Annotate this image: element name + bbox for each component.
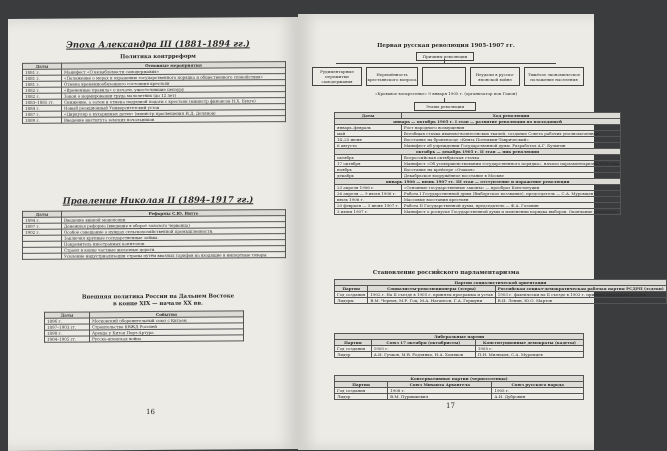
date-cell: январь–февраль <box>335 125 402 131</box>
stage-band: январь — октябрь 1905 г. I этап — развитие революции по восходящей <box>335 119 621 125</box>
date-cell: 1882 г. <box>23 93 62 99</box>
column-header: Ход революции <box>401 113 620 119</box>
table-row <box>335 292 667 298</box>
date-cell: 23 апреля 1906 г. <box>335 185 402 191</box>
value-cell: Восстание на крейсере «Очаков» <box>401 167 620 173</box>
table-row <box>335 394 584 400</box>
value-cell: Покровитель иностранных капиталов. <box>62 240 286 248</box>
far-east-title-line2: в конце XIX — начале XX вв. <box>113 300 203 308</box>
date-cell: Год создания <box>335 292 368 298</box>
date-cell: 1904–1905 гг. <box>45 336 90 342</box>
witte-reforms-table <box>22 209 286 260</box>
cause-box-middle <box>422 67 466 86</box>
column-header: Даты <box>23 63 62 69</box>
column-header: События <box>90 311 244 318</box>
value-cell: Новый реакционный Университетский устав <box>62 104 286 112</box>
cause-label: Нерешённость крестьянского вопроса <box>367 71 417 82</box>
value-cell: Усиление индустриализации страны путём ввозных тарифов на входящие в импортные товары <box>62 252 286 260</box>
diagram-root-label: Причины революции <box>422 54 468 59</box>
value-cell: Рост народного возмущения <box>401 125 620 131</box>
left-page <box>8 17 298 451</box>
value-cell: П.Н. Милюков, С.А. Муромцев <box>475 352 583 358</box>
stages-label: Этапы революции <box>425 104 465 109</box>
table-row <box>335 191 621 197</box>
date-cell: Год создания <box>335 346 372 352</box>
column-header: Партия <box>335 286 368 292</box>
table-row <box>23 116 286 124</box>
date-cell: 1898 г. <box>45 330 90 336</box>
value-cell: 1905 г. <box>475 346 583 352</box>
page-number: 16 <box>146 407 155 417</box>
date-cell: 1887 г. <box>23 111 62 117</box>
date-cell: 26 апреля — 9 июля 1906 г. <box>335 191 402 197</box>
date-cell: Лидер <box>335 352 372 358</box>
value-cell: В.М. Чернов, М.Р. Гоц, М.А. Натансон, Г.А. Гершуни <box>368 298 495 304</box>
date-cell: 6 августа <box>335 143 402 149</box>
cause-label: Рудиментарные пережитки самодержавия <box>320 69 354 84</box>
table-row <box>335 209 621 215</box>
value-cell: Отмена временнообязанного состояния крестьян <box>62 80 286 88</box>
value-cell: Московский оборонительный союз с Китаем <box>90 317 244 324</box>
value-cell: 1905 г. <box>492 388 584 394</box>
date-cell: ноябрь <box>335 167 402 173</box>
stage-band: октябрь — декабрь 1905 г. II этап — пик революции <box>335 149 621 155</box>
value-cell: Манифест «Об усовершенствовании государственного порядка», начало парламентаризма в России <box>401 161 620 167</box>
value-cell: А.И. Гучков, М.В. Родзянко, Н.А. Хомяков <box>371 352 475 358</box>
cause-box <box>524 67 584 86</box>
diagram-root-box <box>416 52 474 61</box>
column-header: Союз Михаила Архангела <box>388 382 492 388</box>
value-cell: Манифест «О незыблемости самодержавия» <box>62 68 286 76</box>
date-cell: 1882 г. <box>23 87 62 93</box>
column-header: Конституционные демократы (кадеты) <box>475 340 583 346</box>
date-cell: 1881 г. <box>23 75 62 81</box>
value-cell: Особое совещание о нуждах сельскохозяйственной промышленности. <box>62 228 286 236</box>
date-cell: декабрь <box>335 173 402 179</box>
value-cell: Русско-японская война <box>90 335 244 342</box>
column-header: Партия <box>335 340 372 346</box>
date-cell: 1889 г. <box>23 117 62 123</box>
value-cell: Работа II Государственной думы, председатель — Ф.А. Головин <box>401 203 620 209</box>
value-cell: Всеобщая стачка иваново-вознесенских ткачей, создание Совета рабочих уполномоченных <box>401 131 620 137</box>
date-cell: 1896 г. <box>45 318 90 324</box>
value-cell: 1903 г. фактически на II съезде в 1903 г. приняты программа и устав <box>495 292 666 298</box>
right-page <box>298 14 664 450</box>
table-row <box>335 298 667 304</box>
table-caption: Партии социалистической ориентации <box>335 280 667 286</box>
date-cell: 1883–1885 гг. <box>23 99 62 105</box>
table-row <box>23 252 286 260</box>
date-cell: 3 июня 1907 г. <box>335 209 402 215</box>
value-cell: Манифест об учреждении Государственной думы. Разработал А.Г. Булыгин <box>401 143 620 149</box>
era-title: Эпоха Александра III (1881–1894 гг.) <box>66 39 250 51</box>
value-cell: Денежная реформа (введение в оборот золотого червонца) <box>62 222 286 230</box>
cause-box <box>312 67 362 86</box>
value-cell: «Положение о мерах к охранению государственного порядка и общественного спокойствия» <box>62 74 286 82</box>
column-header: Даты <box>23 211 62 217</box>
column-header: Социалисты-революционеры (эсеры) <box>368 286 495 292</box>
date-cell: Год создания <box>335 388 388 394</box>
start-event-label: «Кровавое воскресенье» 9 января 1905 г. (организатор поп Гапон) <box>374 91 518 96</box>
socialist-parties-table <box>334 279 667 304</box>
table-caption: Консервативные партии (черносотенцы) <box>335 376 584 382</box>
counter-reforms-title: Политика контрреформ <box>120 53 196 61</box>
cause-label: Неудачи в русско-японской войне <box>475 71 515 82</box>
column-header: Основные мероприятия <box>62 62 286 70</box>
value-cell: Восстание на броненосце «Князь Потемкин-Таврический» <box>401 137 620 143</box>
value-cell: Строительство КВЖД Россией <box>90 323 244 330</box>
page-number: 17 <box>446 402 455 410</box>
column-header: Даты <box>335 113 402 119</box>
revolution-title: Первая русская революция 1905-1907 гг. <box>377 43 515 49</box>
column-header: Реформы С.Ю. Витте <box>62 210 286 218</box>
value-cell: Всероссийская октябрьская стачка <box>401 155 620 161</box>
revolution-stages-table <box>334 112 621 215</box>
column-header: Партия <box>335 382 388 388</box>
value-cell: Введение института земских начальников <box>62 116 286 124</box>
stage-band: январь 1906 — июнь 1907 гг. III этап — отступление и поражение революции <box>335 179 621 185</box>
date-cell: 17 октября <box>335 161 402 167</box>
date-cell: май <box>335 131 402 137</box>
value-cell: Заключил крупные государственные займы. <box>62 234 286 242</box>
date-cell: 20 февраля — 3 июня 1907 г. <box>335 203 402 209</box>
column-header: Даты <box>45 312 90 318</box>
value-cell: А.И. Дубровин <box>492 394 584 400</box>
date-cell <box>23 253 62 259</box>
date-cell: Лидеры <box>335 298 368 304</box>
cause-label: Тяжёлое экономическое положение населения <box>527 71 581 82</box>
date-cell: июль 1906 г. <box>335 197 402 203</box>
value-cell: Снижение, а затем и отмена подушной подати с крестьян (министр финансов Н.Х. Бунге) <box>62 98 286 106</box>
date-cell: 1902 г. <box>23 229 62 235</box>
date-cell: 1894 г. <box>23 217 62 223</box>
value-cell: «Основные государственные законы» — прообраз Конституции <box>401 185 620 191</box>
date-cell: 1897–1903 гг. <box>45 324 90 330</box>
value-cell: Аренда у Китая Порт-Артура <box>90 329 244 336</box>
liberal-parties-table <box>334 333 584 358</box>
table-caption: Либеральные партии <box>335 334 584 340</box>
value-cell: Декабрьское вооружённое восстание в Москве <box>401 173 620 179</box>
value-cell: В.И. Ленин, Ю.О. Мартов <box>495 298 666 304</box>
date-cell: 1881 г. <box>23 81 62 87</box>
value-cell: Массовые восстания крестьян <box>401 197 620 203</box>
cause-box <box>470 67 520 86</box>
value-cell: «Циркуляр о кухаркиных детях» (министр просвещения И.Д. Делянов) <box>62 110 286 118</box>
value-cell: В.М. Пуришкевич <box>388 394 492 400</box>
value-cell: Манифест о роспуске Государственной думы и изменении порядка выборов. Окончание революции <box>401 209 620 215</box>
conservative-parties-table <box>334 375 584 400</box>
column-header: Союз русского народа <box>492 382 584 388</box>
parliament-title: Становление российского парламентаризма <box>372 270 520 276</box>
far-east-title: Внешняя политика России на Дальнем Востоке <box>81 293 235 301</box>
value-cell: «Временные правила» о печати, ужесточившие цензуру <box>62 86 286 94</box>
stages-box <box>414 102 476 111</box>
date-cell: Лидер <box>335 394 388 400</box>
value-cell: 1902 г. На II съезде в 1905 г. приняты программа и устав <box>368 292 495 298</box>
date-cell: октябрь <box>335 155 402 161</box>
value-cell: Закон о нормировании труда малолетних (до 12 лет) <box>62 92 286 100</box>
cause-box <box>366 67 418 86</box>
start-event <box>332 90 560 97</box>
table-row <box>45 335 244 342</box>
column-header: Союз 17 октября (октябристы) <box>371 340 475 346</box>
counter-reforms-table <box>22 61 286 124</box>
table-row <box>335 352 584 358</box>
date-cell: 1897 г. <box>23 223 62 229</box>
value-cell: Строил в конце частные железные дороги. <box>62 246 286 254</box>
value-cell: 1908 г. <box>388 388 492 394</box>
date-cell: 14–25 июня <box>335 137 402 143</box>
column-header: Российская социал-демократическая рабочая партия РСДРП (эсдеки) <box>495 286 666 292</box>
nicholas-title: Правление Николая II (1894–1917 гг.) <box>62 195 254 207</box>
connector-line <box>336 63 556 64</box>
value-cell: Работа I Государственной думы (Выборгское воззвание), председатель — С.А. Муромцев <box>401 191 620 197</box>
date-cell: 1881 г. <box>23 69 62 75</box>
value-cell: 1905 г. <box>371 346 475 352</box>
value-cell: Введение винной монополии <box>62 216 286 224</box>
date-cell: 1884 г. <box>23 105 62 111</box>
far-east-table <box>44 310 244 342</box>
